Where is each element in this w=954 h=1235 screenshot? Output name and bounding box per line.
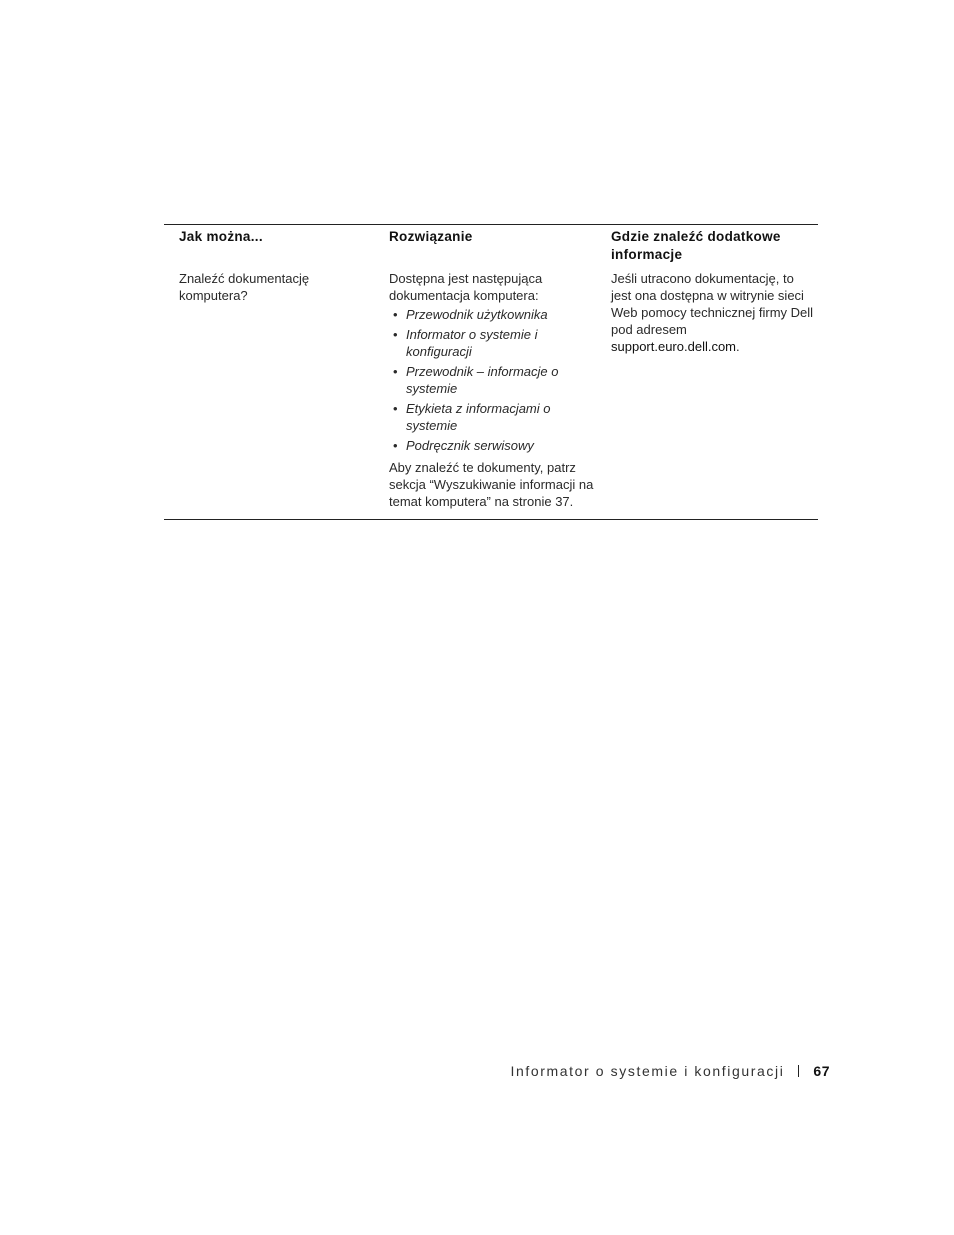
- bullet-icon: •: [393, 364, 398, 379]
- header-how-to: Jak można...: [179, 229, 263, 244]
- bullet-icon: •: [393, 307, 398, 322]
- footer-section-title: Informator o systemie i konfiguracji: [510, 1063, 785, 1079]
- list-item: • Informator o systemie i konfiguracji: [393, 327, 538, 359]
- question-text: Znaleźć dokumentację komputera?: [179, 271, 310, 303]
- bullet-icon: •: [393, 438, 398, 453]
- footer-divider: [798, 1065, 799, 1077]
- header-solution: Rozwiązanie: [389, 229, 473, 244]
- list-item: • Przewodnik użytkownika: [393, 307, 548, 322]
- bullet-icon: •: [393, 327, 398, 342]
- question-cell: [179, 267, 379, 304]
- list-item: • Przewodnik – informacje o systemie: [393, 364, 559, 396]
- list-item: • Etykieta z informacjami o systemie: [393, 401, 551, 433]
- header-more-info: Gdzie znaleźć dodatkowe informacje: [611, 229, 781, 262]
- document-list: [389, 306, 601, 454]
- page-number: 67: [813, 1063, 830, 1079]
- solution-cell: [389, 267, 601, 510]
- table-header-row: [164, 225, 818, 267]
- solution-intro: Dostępna jest następująca dokumentacja komputera:: [389, 271, 543, 303]
- table-row: [164, 267, 818, 519]
- list-item: • Podręcznik serwisowy: [393, 438, 534, 453]
- solution-after: Aby znaleźć te dokumenty, patrz sekcja “Wyszukiwanie informacji na temat komputera” na stronie 37.: [389, 460, 594, 509]
- info-table: [164, 224, 818, 520]
- more-info-cell: [611, 267, 816, 355]
- support-url-link[interactable]: support.euro.dell.com: [611, 339, 737, 354]
- bullet-icon: •: [393, 401, 398, 416]
- page-footer: [511, 1061, 830, 1081]
- more-info-text: Jeśli utracono dokumentację, to jest ona dostępna w witrynie sieci Web pomocy technicznej firmy Dell pod adresem support.euro.dell.com.: [611, 271, 814, 354]
